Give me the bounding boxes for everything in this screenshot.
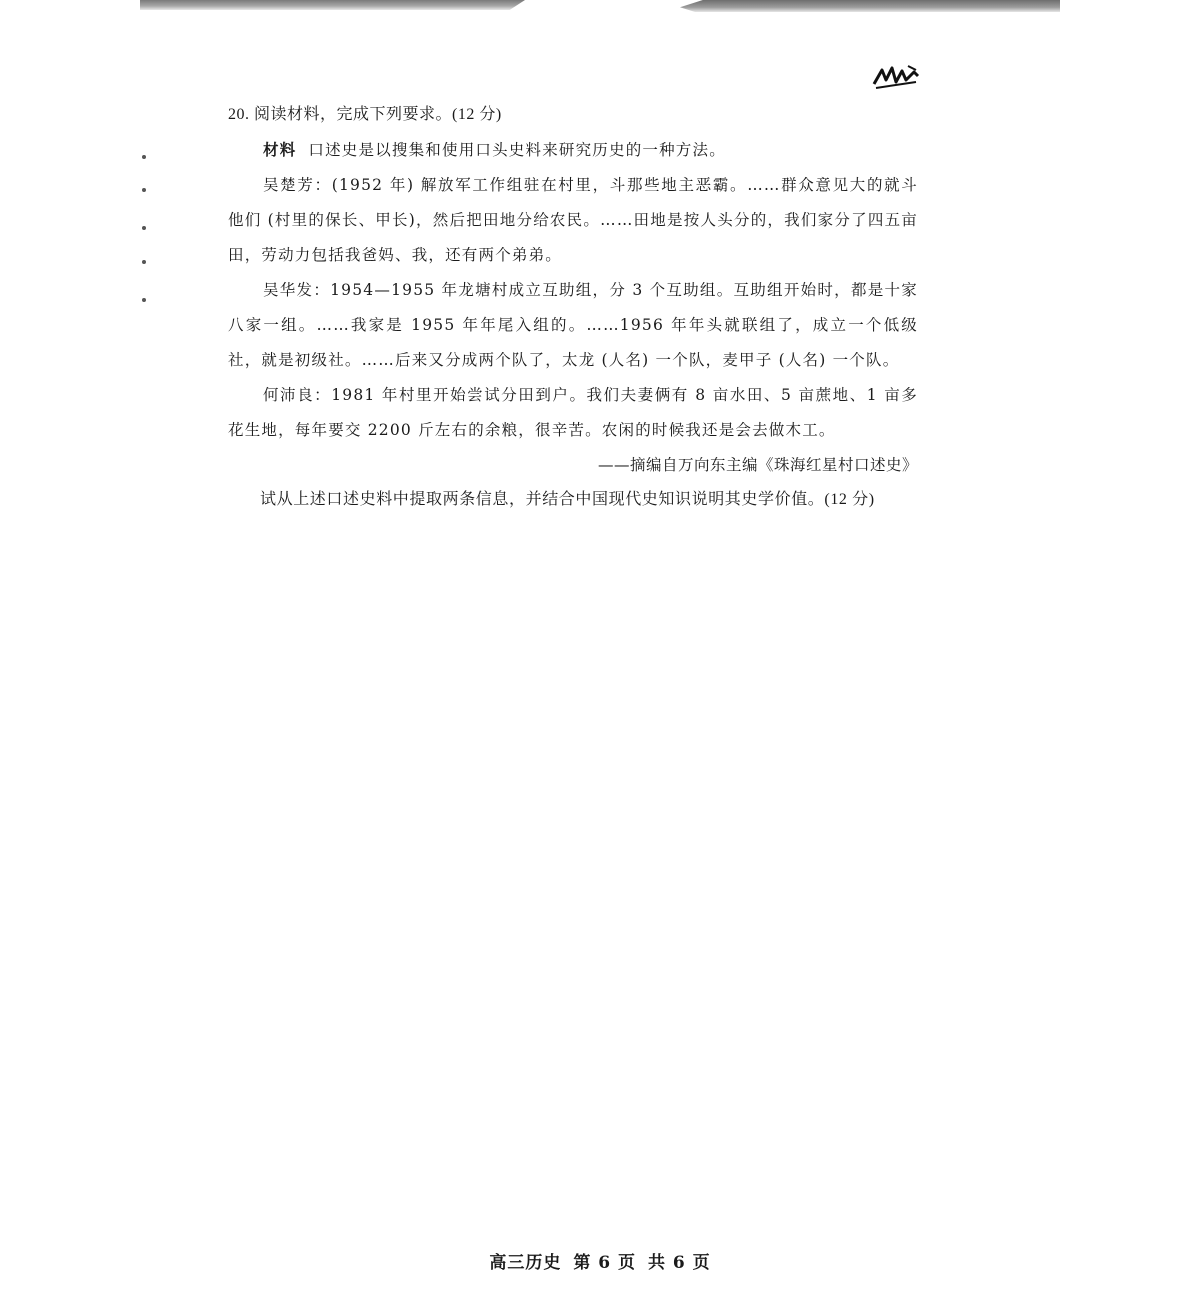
testimony-paragraph — [228, 273, 918, 378]
testimony-text: 1954—1955 年龙塘村成立互助组，分 3 个互助组。互助组开始时，都是十家八家一组。……我家是 1955 年年尾入组的。……1956 年年头就联组了，成立一个低级社，就是初级社。……后来又分成两个队了，太龙 (人名) 一个队，麦甲子 (人名) 一个队。 — [228, 281, 918, 369]
material-label: 材料 — [263, 140, 297, 159]
testimony-text: (1952 年) 解放军工作组驻在村里，斗那些地主恶霸。……群众意见大的就斗他们 (村里的保长、甲长)，然后把田地分给农民。……田地是按人头分的，我们家分了四五亩田，劳动力包括我爸妈、我，还有两个弟弟。 — [228, 176, 918, 264]
testimony-speaker: 吴楚芳： — [263, 176, 332, 194]
margin-mark — [142, 226, 146, 230]
source-citation: ——摘编自万向东主编《珠海红星村口述史》 — [597, 456, 918, 474]
footer-total: 共 6 页 — [648, 1253, 711, 1273]
margin-mark — [142, 155, 146, 159]
question-title: 20. 阅读材料，完成下列要求。(12 分) — [228, 106, 502, 123]
margin-mark — [142, 298, 146, 302]
question-prompt: 试从上述口述史料中提取两条信息，并结合中国现代史知识说明其史学价值。(12 分) — [260, 491, 875, 508]
testimony-text: 1981 年村里开始尝试分田到户。我们夫妻俩有 8 亩水田、5 亩蔗地、1 亩多花生地，每年要交 2200 斤左右的余粮，很辛苦。农闲的时候我还是会去做木工。 — [228, 386, 918, 439]
margin-mark — [142, 260, 146, 264]
scan-edge-left — [140, 0, 525, 10]
margin-mark — [142, 188, 146, 192]
testimony-paragraph — [228, 378, 918, 448]
page-footer — [0, 1248, 1200, 1273]
publisher-logo-icon — [872, 62, 920, 92]
question-block — [228, 98, 918, 517]
scan-edge-right — [680, 0, 1060, 12]
testimony-speaker: 何沛良： — [263, 386, 332, 404]
testimony-paragraph — [228, 168, 918, 273]
material-intro: 口述史是以搜集和使用口头史料来研究历史的一种方法。 — [308, 141, 726, 159]
material-intro-paragraph — [228, 132, 918, 168]
testimony-speaker: 吴华发： — [263, 281, 331, 299]
footer-page: 第 6 页 — [573, 1253, 636, 1273]
footer-subject: 高三历史 — [489, 1253, 562, 1273]
